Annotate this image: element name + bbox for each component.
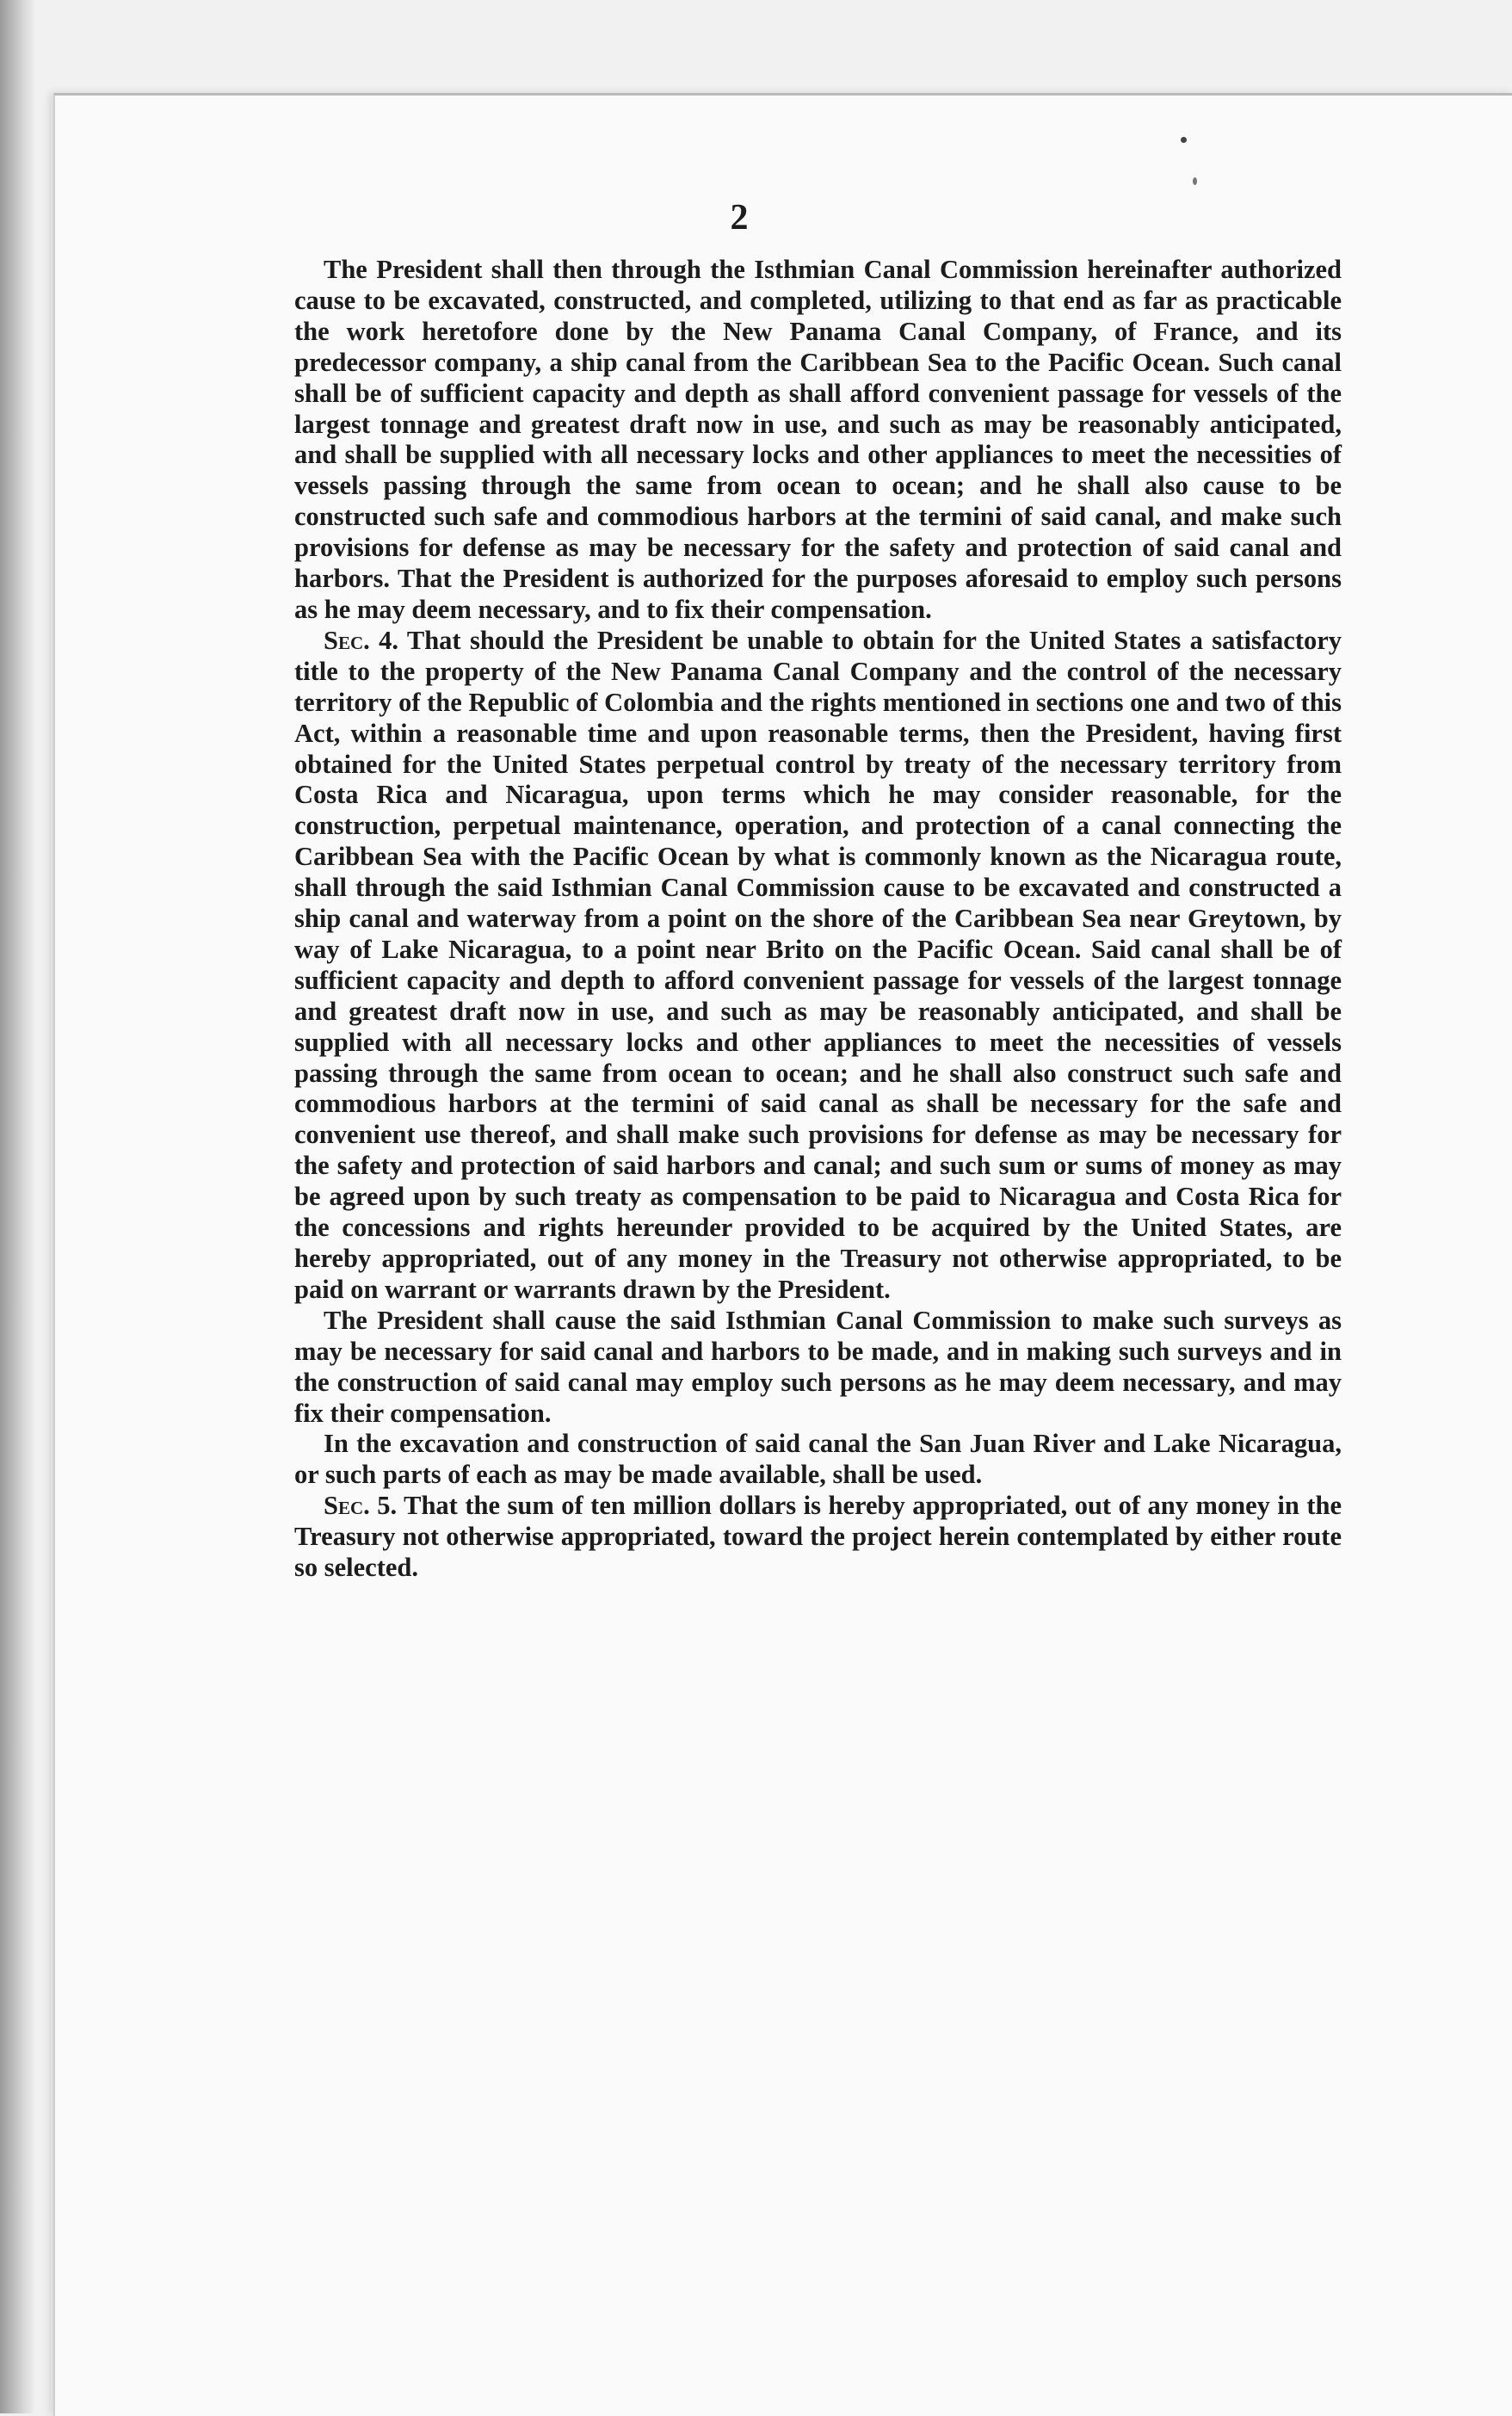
paragraph-sec-5: [294, 1491, 1342, 1584]
paragraph-san-juan-river: [294, 1429, 1342, 1491]
paragraph-text: That the sum of ten million dollars is hereby appropriated, out of any money in the Treasury not otherwise appropriated, toward the project herein contemplated by either route so selected.: [294, 1491, 1342, 1583]
paragraph-text: In the excavation and construction of said canal the San Juan River and Lake Nicaragua, or such parts of each as may be made available, shall be used.: [294, 1429, 1342, 1490]
body-text: [294, 255, 1342, 1584]
paragraph-text: The President shall then through the Isthmian Canal Commission hereinafter authorized cause to be excavated, constructed, and completed, utilizing to that end as far as practicable the work heretofore done by the New Panama Canal Company, of France, and its predecessor company, a ship canal from the Caribbean Sea to the Pacific Ocean. Such canal shall be of sufficient capacity and depth as shall afford convenient passage for vessels of the largest tonnage and greatest draft now in use, and such as may be reasonably anticipated, and shall be supplied with all necessary locks and other appliances to meet the necessities of vessels passing through the same from ocean to ocean; and he shall also cause to be constructed such safe and commodious harbors at the termini of said canal, and make such provisions for defense as may be necessary for the safety and protection of said canal and harbors. That the President is authorized for the purposes aforesaid to employ such persons as he may deem necessary, and to fix their compensation.: [294, 255, 1342, 624]
section-label: Sec. 4.: [324, 625, 399, 655]
paragraph-sec-4: [294, 626, 1342, 1306]
paragraph-text: That should the President be unable to obtain for the United States a satisfactory title to the property of the New Panama Canal Company and the control of the necessary territory of the Republic of Colombia and the rights mentioned in sections one and two of this Act, within a reasonable time and upon reasonable terms, then the President, having first obtained for the United States perpetual control by treaty of the necessary territory from Costa Rica and Nicaragua, upon terms which he may consider reasonable, for the construction, perpetual maintenance, operation, and protection of a canal connecting the Caribbean Sea with the Pacific Ocean by what is commonly known as the Nicaragua route, shall through the said Isthmian Canal Commission cause to be excavated and constructed a ship canal and waterway from a point on the shore of the Caribbean Sea near Greytown, by way of Lake Nicaragua, to a point near Brito on the Pacific Ocean. Said canal shall be of sufficient capacity and depth to afford convenient passage for vessels of the largest tonnage and greatest draft now in use, and such as may be reasonably anticipated, and shall be supplied with all necessary locks and other appliances to meet the necessities of vessels passing through the same from ocean to ocean; and he shall also construct such safe and commodious harbors at the termini of said canal as shall be necessary for the safe and convenient use thereof, and shall make such provisions for defense as may be necessary for the safety and protection of said harbors and canal; and such sum or sums of money as may be agreed upon by such treaty as compensation to be paid to Nicaragua and Costa Rica for the concessions and rights hereunder provided to be acquired by the United States, are hereby appropriated, out of any money in the Treasury not otherwise appropriated, to be paid on warrant or warrants drawn by the President.: [294, 625, 1342, 1304]
section-label: Sec. 5.: [324, 1491, 398, 1521]
scan-border: [0, 0, 34, 2413]
page-number: 2: [730, 198, 749, 238]
ink-speck: [1181, 137, 1187, 143]
paragraph-surveys: [294, 1306, 1342, 1430]
paragraph-text: The President shall cause the said Isthmian Canal Commission to make such surveys as may be necessary for said canal and harbors to be made, and in making such surveys and in the construction of said canal may employ such persons as he may deem necessary, and may fix their compensation.: [294, 1305, 1342, 1428]
ink-speck: [1193, 177, 1197, 185]
document-page: [53, 93, 1512, 2416]
paragraph-president-canal-commission: [294, 255, 1342, 626]
